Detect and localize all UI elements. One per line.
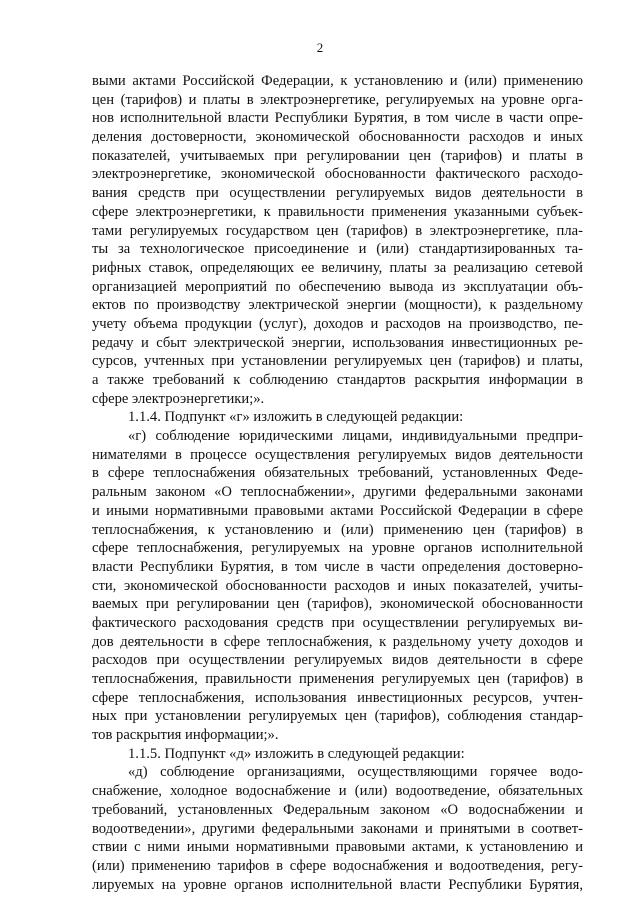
text-line: нов исполнительной власти Республики Бурятия, в том числе в части опре- — [92, 110, 583, 127]
document-body — [92, 72, 583, 894]
text-line: ваемых при регулировании цен (тарифов), экономической обоснованности — [92, 596, 583, 613]
text-line: тов раскрытия информации;». — [92, 727, 279, 744]
text-line: а также требований к соблюдению стандартов раскрытия информации в — [92, 372, 583, 388]
text-line: власти Республики Бурятия, в том числе в части определения достоверно- — [92, 558, 583, 575]
text-line: организацией мероприятий по обеспечению вывода из эксплуатации объ- — [92, 278, 583, 295]
text-line: сти, экономической обоснованности расходов и иных показателей, учиты- — [92, 577, 583, 594]
text-line: деления достоверности, экономической обоснованности расходов и иных — [92, 129, 583, 146]
text-line: тами регулируемых государством цен (тарифов) в электроэнергетике, пла- — [92, 222, 583, 239]
text-line: фактического расходования средств при осуществлении регулируемых ви- — [92, 614, 583, 631]
text-line: сфере электроэнергетики, к правильности применения указанными субъек- — [92, 203, 583, 220]
text-line: и иными нормативными правовыми актами Российской Федерации в сфере — [92, 502, 583, 519]
text-line: (или) применению тарифов в сфере водоснабжения и водоотведения, регу- — [92, 857, 583, 874]
text-line: водоотведении», другими федеральными законами и принятыми в соответ- — [92, 820, 583, 837]
text-line: ектов по производству электрической энергии (мощности), к раздельному — [92, 297, 583, 314]
text-line: лируемых на уровне органов исполнительной власти Республики Бурятия, — [92, 876, 583, 893]
text-line: ных при установлении регулируемых цен (тарифов), соблюдения стандар- — [92, 708, 583, 725]
text-line: сфере теплоснабжения, использования инвестиционных ресурсов, учтен- — [92, 689, 583, 706]
text-line: сурсов, учтенных при установлении регулируемых цен (тарифов) и платы, — [92, 353, 583, 370]
page-number: 2 — [316, 40, 324, 55]
text-line: сфере теплоснабжения, регулируемых на уровне органов исполнительной — [92, 540, 583, 557]
text-line: электроэнергетике, экономической обоснованности фактического расходо- — [92, 166, 583, 183]
text-line: 1.1.5. Подпункт «д» изложить в следующей редакции: — [128, 745, 465, 762]
text-line: показателей, учитываемых при регулировании цен (тарифов) и платы в — [92, 147, 583, 164]
text-line: дов деятельности в сфере теплоснабжения, к раздельному учету доходов и — [92, 633, 583, 650]
text-line: рифных ставок, определяющих ее величину, платы за реализацию сетевой — [92, 259, 583, 276]
text-line: нимателями в процессе осуществления регулируемых видов деятельности — [92, 446, 583, 463]
text-line: вания средств при осуществлении регулируемых видов деятельности в — [92, 185, 583, 202]
text-line: цен (тарифов) и платы в электроэнергетике, регулируемых на уровне орга- — [92, 91, 583, 108]
text-line: выми актами Российской Федерации, к установлению и (или) применению — [92, 73, 583, 89]
text-line: ты за технологическое присоединение и (или) стандартизированных та- — [92, 241, 583, 258]
text-line: ральным законом «О теплоснабжении», другими федеральными законами — [92, 484, 583, 501]
text-line: учету объема продукции (услуг), доходов и расходов на производство, пе- — [92, 315, 583, 332]
text-line: снабжение, холодное водоснабжение и (или) водоотведение, обязательных — [92, 783, 583, 800]
text-line: «д) соблюдение организациями, осуществляющими горячее водо- — [128, 764, 583, 781]
text-line: теплоснабжения, к установлению и (или) применению цен (тарифов) в — [92, 521, 583, 538]
text-line: расходов при осуществлении регулируемых видов деятельности в сфере — [92, 652, 583, 669]
text-line: теплоснабжения, правильности применения регулируемых цен (тарифов) в — [92, 671, 583, 687]
text-line: сфере электроэнергетики;». — [92, 390, 265, 407]
text-line: ствии с ними иными нормативными правовыми актами, к установлению и — [92, 839, 583, 856]
text-line: требований, установленных Федеральным законом «О водоснабжении и — [92, 801, 583, 818]
text-line: «г) соблюдение юридическими лицами, индивидуальными предпри- — [128, 428, 583, 445]
text-line: 1.1.4. Подпункт «г» изложить в следующей редакции: — [128, 409, 464, 426]
text-line: редачу и сбыт электрической энергии, использования инвестиционных ре- — [92, 334, 583, 351]
text-line: в сфере теплоснабжения обязательных требований, установленных Феде- — [92, 465, 583, 482]
